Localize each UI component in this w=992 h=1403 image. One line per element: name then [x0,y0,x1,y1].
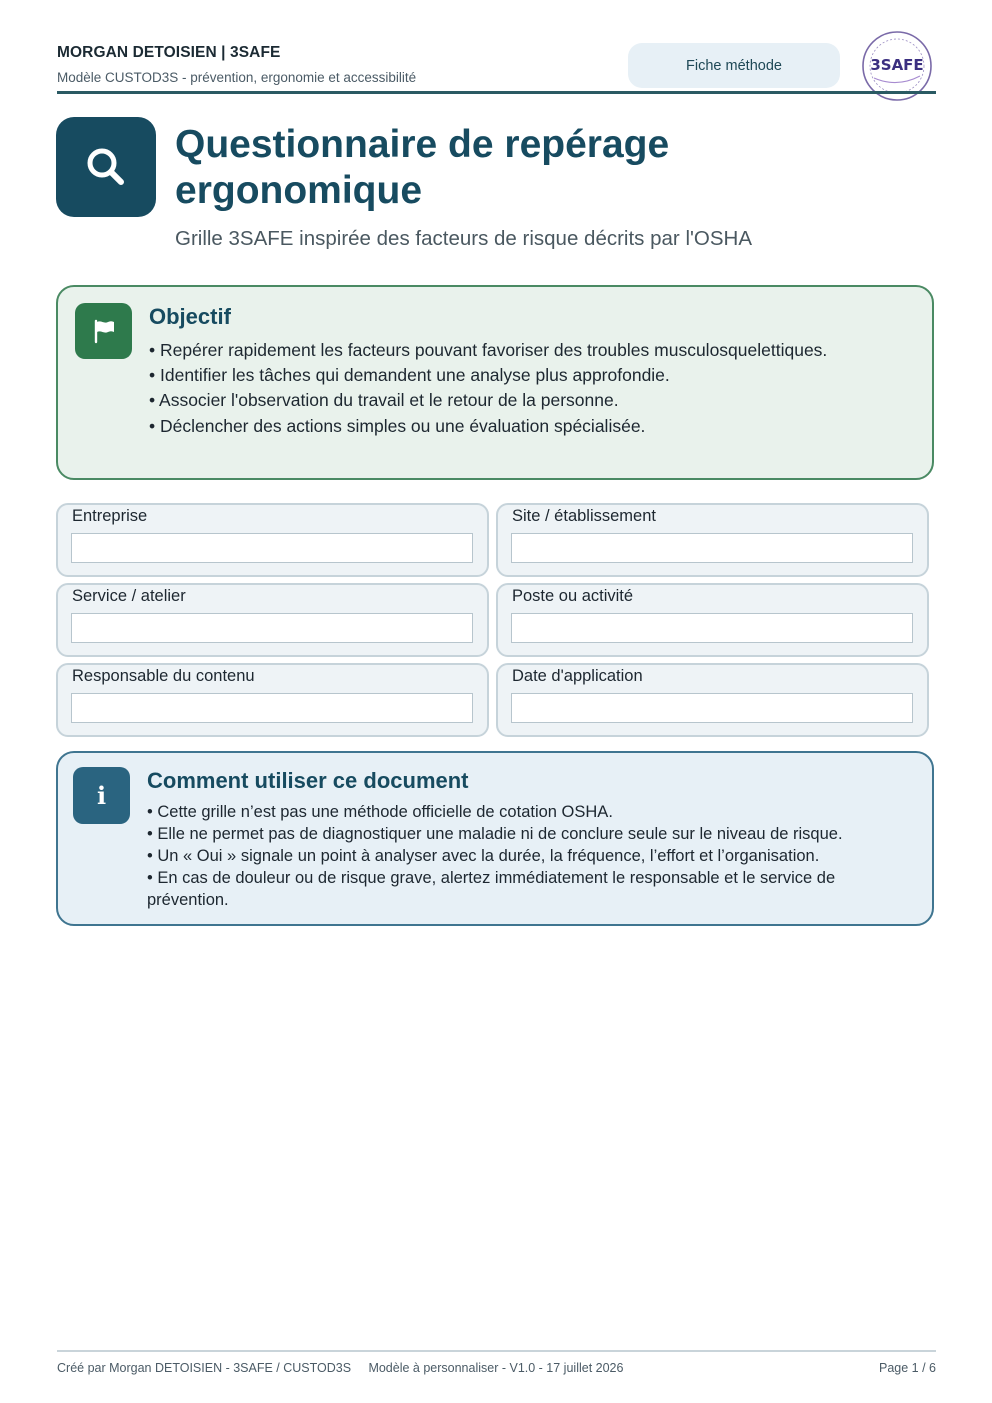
page-title [175,122,875,214]
field-entreprise [56,503,489,577]
search-icon [56,117,156,217]
header-divider [57,91,936,94]
usage-item: • Cette grille n’est pas une méthode officielle de cotation OSHA. [147,803,613,821]
field-label: Poste ou activité [512,587,634,605]
info-icon: i [73,767,130,824]
field-service [56,583,489,657]
field-label: Service / atelier [72,587,186,605]
poste-input[interactable] [511,613,913,643]
field-label: Date d'application [512,667,643,685]
page-title-line1: Questionnaire de repérage [175,123,670,166]
objective-item: • Associer l'observation du travail et le retour de la personne. [149,390,619,411]
site-input[interactable] [511,533,913,563]
brand-name: MORGAN DETOISIEN | 3SAFE [57,44,281,61]
field-date [496,663,929,737]
field-label: Entreprise [72,507,148,525]
usage-title: Comment utiliser ce document [147,768,469,793]
document-type-label: Fiche méthode [686,57,782,74]
flag-icon [75,303,132,359]
brand-subtitle: Modèle CUSTOD3S - prévention, ergonomie et accessibilité [57,70,417,85]
page-subtitle: Grille 3SAFE inspirée des facteurs de risque décrits par l'OSHA [175,227,753,250]
logo-text: 3SAFE [870,56,924,74]
objective-item: • Identifier les tâches qui demandent une analyse plus approfondie. [149,365,670,386]
footer-divider [57,1350,936,1352]
field-poste [496,583,929,657]
usage-item: • Elle ne permet pas de diagnostiquer une maladie ni de conclure seule sur le niveau de risque. [147,825,843,843]
page-number: Page 1 / 6 [879,1361,936,1375]
service-input[interactable] [71,613,473,643]
field-label: Site / établissement [512,507,656,525]
field-responsable [56,663,489,737]
usage-item: • Un « Oui » signale un point à analyser avec la durée, la fréquence, l’effort et l’organisation. [147,847,820,865]
page-title-line2: ergonomique [175,169,423,212]
date-input[interactable] [511,693,913,723]
field-label: Responsable du contenu [72,667,255,685]
objective-title: Objectif [149,304,231,329]
objective-item: • Déclencher des actions simples ou une évaluation spécialisée. [149,415,646,436]
usage-list [147,801,907,911]
entreprise-input[interactable] [71,533,473,563]
footer-credits: Créé par Morgan DETOISIEN - 3SAFE / CUSTOD3S Modèle à personnaliser - V1.0 - 17 juillet 2026 [57,1361,624,1375]
responsable-input[interactable] [71,693,473,723]
usage-item: • En cas de douleur ou de risque grave, alertez immédiatement le responsable et le service de prévention. [147,869,836,909]
field-site [496,503,929,577]
document-type-badge [628,43,840,88]
objective-item: • Repérer rapidement les facteurs pouvant favoriser des troubles musculosquelettiques. [149,340,828,360]
objective-list [149,338,909,439]
